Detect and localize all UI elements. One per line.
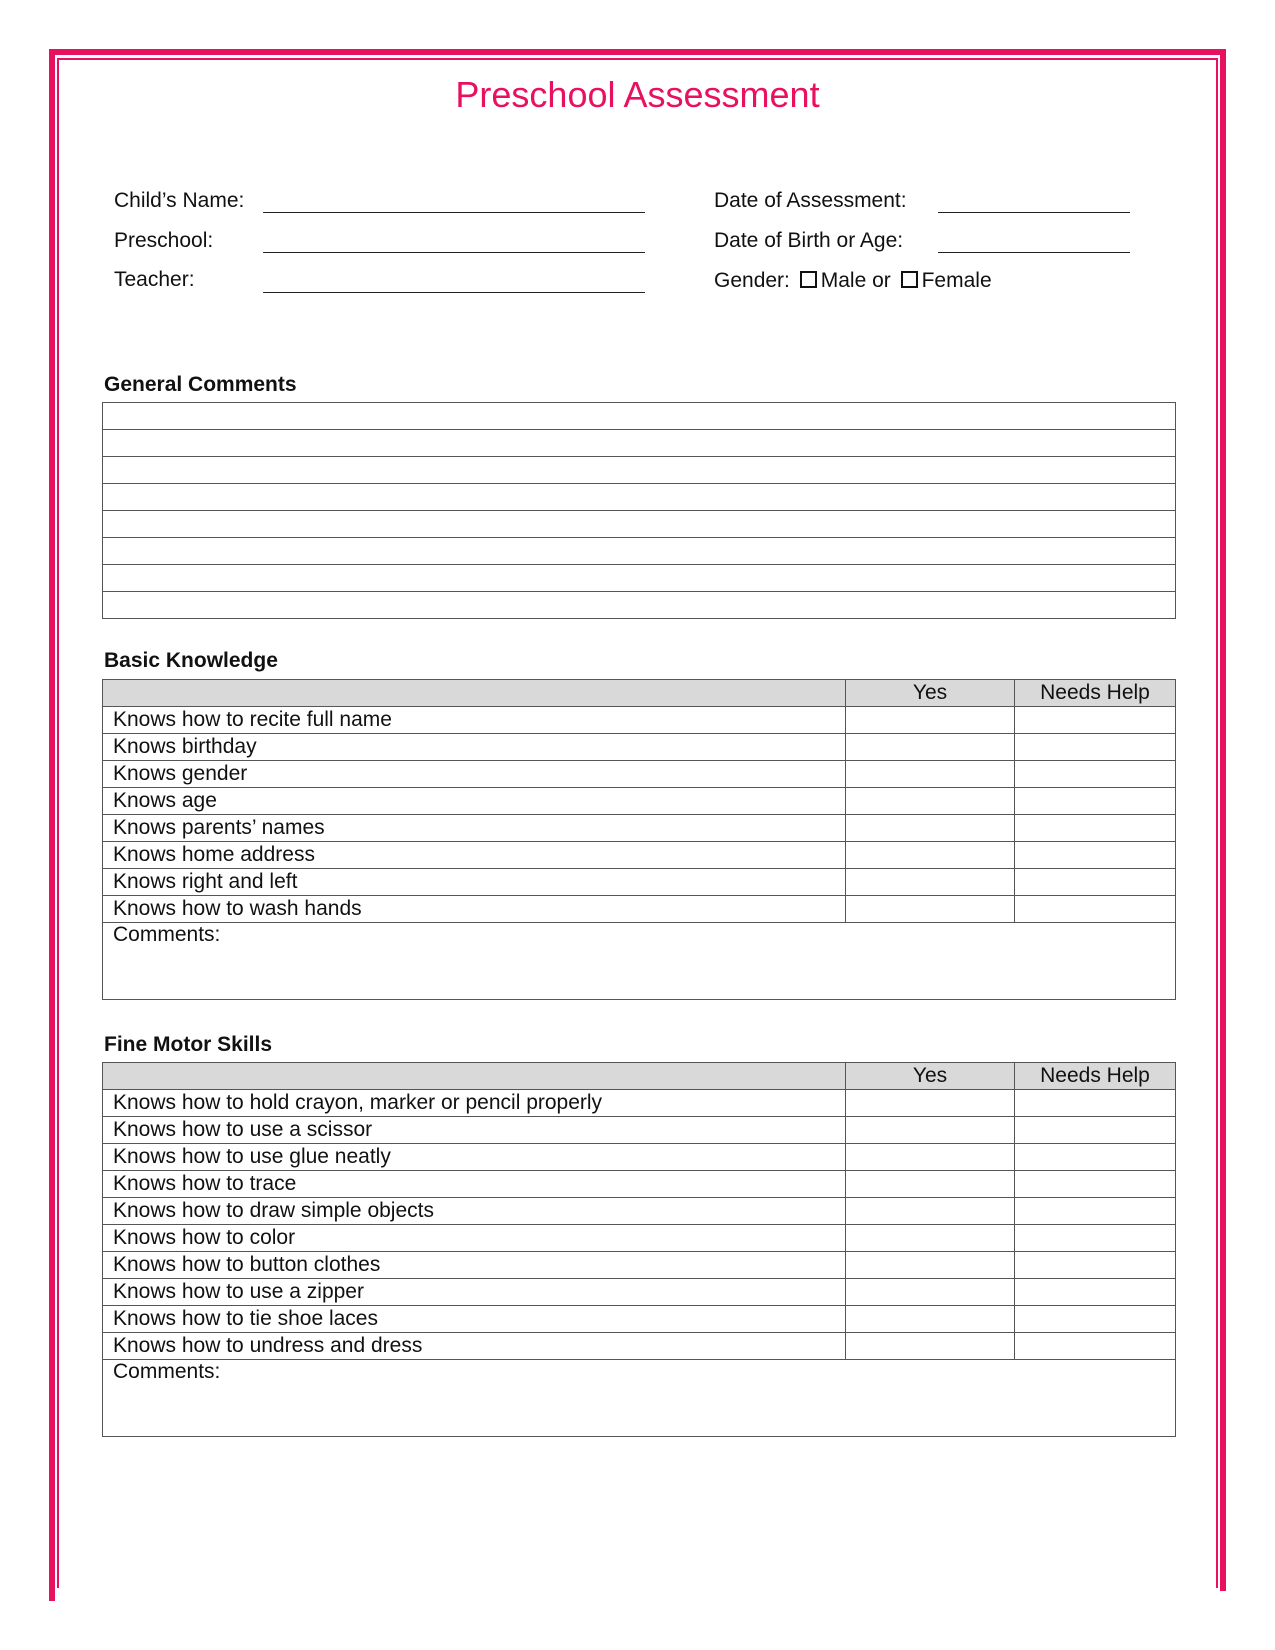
needs-help-cell[interactable] bbox=[1015, 707, 1176, 734]
header-blank bbox=[103, 1063, 846, 1090]
skill-label: Knows how to wash hands bbox=[103, 896, 846, 923]
table-header bbox=[103, 1063, 1176, 1090]
preschool-label: Preschool: bbox=[114, 229, 214, 252]
needs-help-cell[interactable] bbox=[1015, 815, 1176, 842]
table-row bbox=[103, 761, 1176, 788]
needs-help-cell[interactable] bbox=[1015, 761, 1176, 788]
yes-cell[interactable] bbox=[846, 896, 1015, 923]
dob-label: Date of Birth or Age: bbox=[714, 229, 904, 252]
yes-cell[interactable] bbox=[846, 1333, 1015, 1360]
table-row bbox=[103, 1252, 1176, 1279]
fine-motor-table bbox=[102, 1062, 1176, 1437]
border-right bbox=[1220, 49, 1226, 1591]
yes-cell[interactable] bbox=[846, 707, 1015, 734]
table-row bbox=[103, 1171, 1176, 1198]
gender-label: Gender: bbox=[714, 269, 790, 292]
skill-label: Knows how to button clothes bbox=[103, 1252, 846, 1279]
skill-label: Knows how to tie shoe laces bbox=[103, 1306, 846, 1333]
fine-motor-heading: Fine Motor Skills bbox=[104, 1033, 273, 1056]
border-left-inner bbox=[57, 58, 59, 1588]
skill-label: Knows how to recite full name bbox=[103, 707, 846, 734]
yes-cell[interactable] bbox=[846, 1117, 1015, 1144]
table-row bbox=[103, 1306, 1176, 1333]
yes-cell[interactable] bbox=[846, 1171, 1015, 1198]
skill-label: Knows how to use glue neatly bbox=[103, 1144, 846, 1171]
table-row bbox=[103, 815, 1176, 842]
child-name-field[interactable] bbox=[263, 212, 645, 213]
skill-label: Knows how to use a zipper bbox=[103, 1279, 846, 1306]
skill-label: Knows how to hold crayon, marker or pencil properly bbox=[103, 1090, 846, 1117]
col-yes: Yes bbox=[846, 1063, 1015, 1090]
needs-help-cell[interactable] bbox=[1015, 896, 1176, 923]
table-row bbox=[103, 734, 1176, 761]
comment-line[interactable] bbox=[103, 592, 1175, 618]
yes-cell[interactable] bbox=[846, 761, 1015, 788]
page-title: Preschool Assessment bbox=[455, 74, 820, 115]
needs-help-cell[interactable] bbox=[1015, 1252, 1176, 1279]
needs-help-cell[interactable] bbox=[1015, 1225, 1176, 1252]
header-blank bbox=[103, 680, 846, 707]
col-yes: Yes bbox=[846, 680, 1015, 707]
table-row bbox=[103, 1117, 1176, 1144]
comments-row[interactable] bbox=[103, 923, 1176, 1000]
table-row bbox=[103, 1279, 1176, 1306]
border-left bbox=[49, 49, 55, 1601]
table-header bbox=[103, 680, 1176, 707]
needs-help-cell[interactable] bbox=[1015, 1306, 1176, 1333]
skill-label: Knows home address bbox=[103, 842, 846, 869]
needs-help-cell[interactable] bbox=[1015, 788, 1176, 815]
yes-cell[interactable] bbox=[846, 815, 1015, 842]
basic-knowledge-table bbox=[102, 679, 1176, 1000]
yes-cell[interactable] bbox=[846, 1225, 1015, 1252]
yes-cell[interactable] bbox=[846, 1144, 1015, 1171]
comment-line[interactable] bbox=[103, 511, 1175, 538]
female-label: Female bbox=[921, 269, 992, 292]
child-name-label: Child’s Name: bbox=[114, 189, 245, 212]
border-top-inner bbox=[57, 58, 1218, 60]
preschool-field[interactable] bbox=[263, 252, 645, 253]
comment-line[interactable] bbox=[103, 565, 1175, 592]
table-row bbox=[103, 1090, 1176, 1117]
basic-knowledge-heading: Basic Knowledge bbox=[104, 649, 278, 672]
comment-line[interactable] bbox=[103, 538, 1175, 565]
skill-label: Knows how to use a scissor bbox=[103, 1117, 846, 1144]
yes-cell[interactable] bbox=[846, 1306, 1015, 1333]
general-comments-heading: General Comments bbox=[104, 373, 297, 396]
yes-cell[interactable] bbox=[846, 842, 1015, 869]
skill-label: Knows how to trace bbox=[103, 1171, 846, 1198]
yes-cell[interactable] bbox=[846, 1090, 1015, 1117]
general-comments-box[interactable] bbox=[102, 402, 1176, 619]
yes-cell[interactable] bbox=[846, 788, 1015, 815]
table-row bbox=[103, 788, 1176, 815]
date-of-assessment-field[interactable] bbox=[938, 212, 1130, 213]
teacher-field[interactable] bbox=[263, 292, 645, 293]
comments-cell[interactable]: Comments: bbox=[103, 923, 1176, 1000]
needs-help-cell[interactable] bbox=[1015, 1198, 1176, 1225]
needs-help-cell[interactable] bbox=[1015, 1117, 1176, 1144]
skill-label: Knows age bbox=[103, 788, 846, 815]
table-row bbox=[103, 1144, 1176, 1171]
needs-help-cell[interactable] bbox=[1015, 869, 1176, 896]
comment-line[interactable] bbox=[103, 457, 1175, 484]
skill-label: Knows how to color bbox=[103, 1225, 846, 1252]
male-label: Male or bbox=[820, 269, 891, 292]
comment-line[interactable] bbox=[103, 403, 1175, 430]
needs-help-cell[interactable] bbox=[1015, 734, 1176, 761]
table-row bbox=[103, 707, 1176, 734]
needs-help-cell[interactable] bbox=[1015, 1144, 1176, 1171]
skill-label: Knows birthday bbox=[103, 734, 846, 761]
skill-label: Knows parents’ names bbox=[103, 815, 846, 842]
needs-help-cell[interactable] bbox=[1015, 1333, 1176, 1360]
yes-cell[interactable] bbox=[846, 1279, 1015, 1306]
border-top bbox=[49, 49, 1226, 55]
yes-cell[interactable] bbox=[846, 1198, 1015, 1225]
yes-cell[interactable] bbox=[846, 1252, 1015, 1279]
comments-row[interactable] bbox=[103, 1360, 1176, 1437]
male-checkbox[interactable] bbox=[800, 271, 817, 288]
table-row bbox=[103, 842, 1176, 869]
col-needs-help: Needs Help bbox=[1015, 680, 1176, 707]
table-row bbox=[103, 1333, 1176, 1360]
needs-help-cell[interactable] bbox=[1015, 842, 1176, 869]
comment-line[interactable] bbox=[103, 430, 1175, 457]
dob-field[interactable] bbox=[938, 252, 1130, 253]
table-row bbox=[103, 896, 1176, 923]
table-row bbox=[103, 1198, 1176, 1225]
skill-label: Knows how to undress and dress bbox=[103, 1333, 846, 1360]
skill-label: Knows right and left bbox=[103, 869, 846, 896]
yes-cell[interactable] bbox=[846, 734, 1015, 761]
comments-cell[interactable]: Comments: bbox=[103, 1360, 1176, 1437]
needs-help-cell[interactable] bbox=[1015, 1279, 1176, 1306]
table-row bbox=[103, 1225, 1176, 1252]
comment-line[interactable] bbox=[103, 484, 1175, 511]
border-right-inner bbox=[1216, 58, 1218, 1588]
date-of-assessment-label: Date of Assessment: bbox=[714, 189, 907, 212]
female-checkbox[interactable] bbox=[901, 271, 918, 288]
teacher-label: Teacher: bbox=[114, 268, 195, 291]
needs-help-cell[interactable] bbox=[1015, 1090, 1176, 1117]
needs-help-cell[interactable] bbox=[1015, 1171, 1176, 1198]
gender-row bbox=[714, 269, 992, 293]
skill-label: Knows gender bbox=[103, 761, 846, 788]
table-row bbox=[103, 869, 1176, 896]
col-needs-help: Needs Help bbox=[1015, 1063, 1176, 1090]
skill-label: Knows how to draw simple objects bbox=[103, 1198, 846, 1225]
yes-cell[interactable] bbox=[846, 869, 1015, 896]
